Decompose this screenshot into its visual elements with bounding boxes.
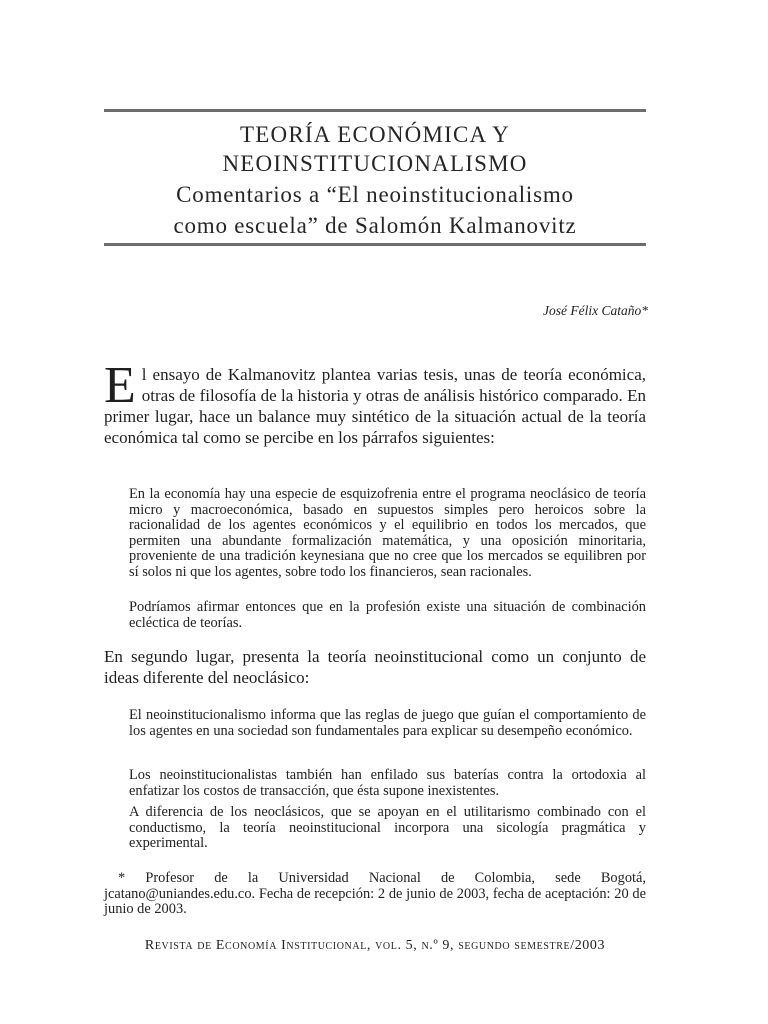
author-footnote: * Profesor de la Universidad Nacional de Colombia, sede Bogotá, jcatano@uniandes.edu.co. Fecha de recepción: 2 de junio de 2003, fecha de aceptación: 20 de junio de 2003.: [104, 870, 646, 918]
subtitle-line-1: Comentarios a “El neoinstitucionalismo: [176, 182, 574, 207]
intro-paragraph-text: l ensayo de Kalmanovitz plantea varias tesis, unas de teoría económica, otras de filosofía de la historia y otras de análisis histórico comparado. En primer lugar, hace un balance muy sintético de la situación actual de la teoría económica tal como se percibe en los párrafos siguientes:: [104, 365, 646, 447]
block-quote-5: A diferencia de los neoclásicos, que se apoyan en el utilitarismo combinado con el conductismo, la teoría neoinstitucional incorpora una sicología pragmática y experimental.: [129, 804, 646, 852]
intro-paragraph: [104, 357, 646, 448]
subtitle-line-2: como escuela” de Salomón Kalmanovitz: [173, 213, 577, 238]
block-quote-4: Los neoinstitucionalistas también han enfilado sus baterías contra la ortodoxia al enfatizar los costos de transacción, que ésta supone inexistentes.: [129, 767, 646, 799]
second-paragraph: En segundo lugar, presenta la teoría neoinstitucional como un conjunto de ideas diferente del neoclásico:: [104, 647, 646, 687]
block-quote-1: En la economía hay una especie de esquizofrenia entre el programa neoclásico de teoría micro y macroeconómica, basado en supuestos simples pero heroicos sobre la racionalidad de los agentes económicos y el equilibrio en todos los mercados, que permiten una abundante formalización matemática, y una oposición minoritaria, proveniente de una tradición keynesiana que no cree que los mercados se equilibren por sí solos ni que los agentes, sobre todo los financieros, sean racionales.: [129, 486, 646, 580]
author-name: José Félix Cataño*: [543, 303, 648, 318]
title-line-1: TEORÍA ECONÓMICA Y: [240, 122, 510, 147]
drop-cap: E: [104, 357, 136, 414]
title-line-2: NEOINSTITUCIONALISMO: [222, 151, 528, 176]
block-quote-3: El neoinstitucionalismo informa que las reglas de juego que guían el comportamiento de los agentes en una sociedad son fundamentales para explicar su desempeño económico.: [129, 707, 646, 739]
journal-footer: Revista de Economía Institucional, vol. 5, n.º 9, segundo semestre/2003: [144, 938, 606, 953]
title-block: [104, 120, 646, 240]
block-quote-2: Podríamos afirmar entonces que en la profesión existe una situación de combinación ecléctica de teorías.: [129, 599, 646, 631]
bottom-rule: [104, 243, 646, 246]
top-rule: [104, 109, 646, 112]
